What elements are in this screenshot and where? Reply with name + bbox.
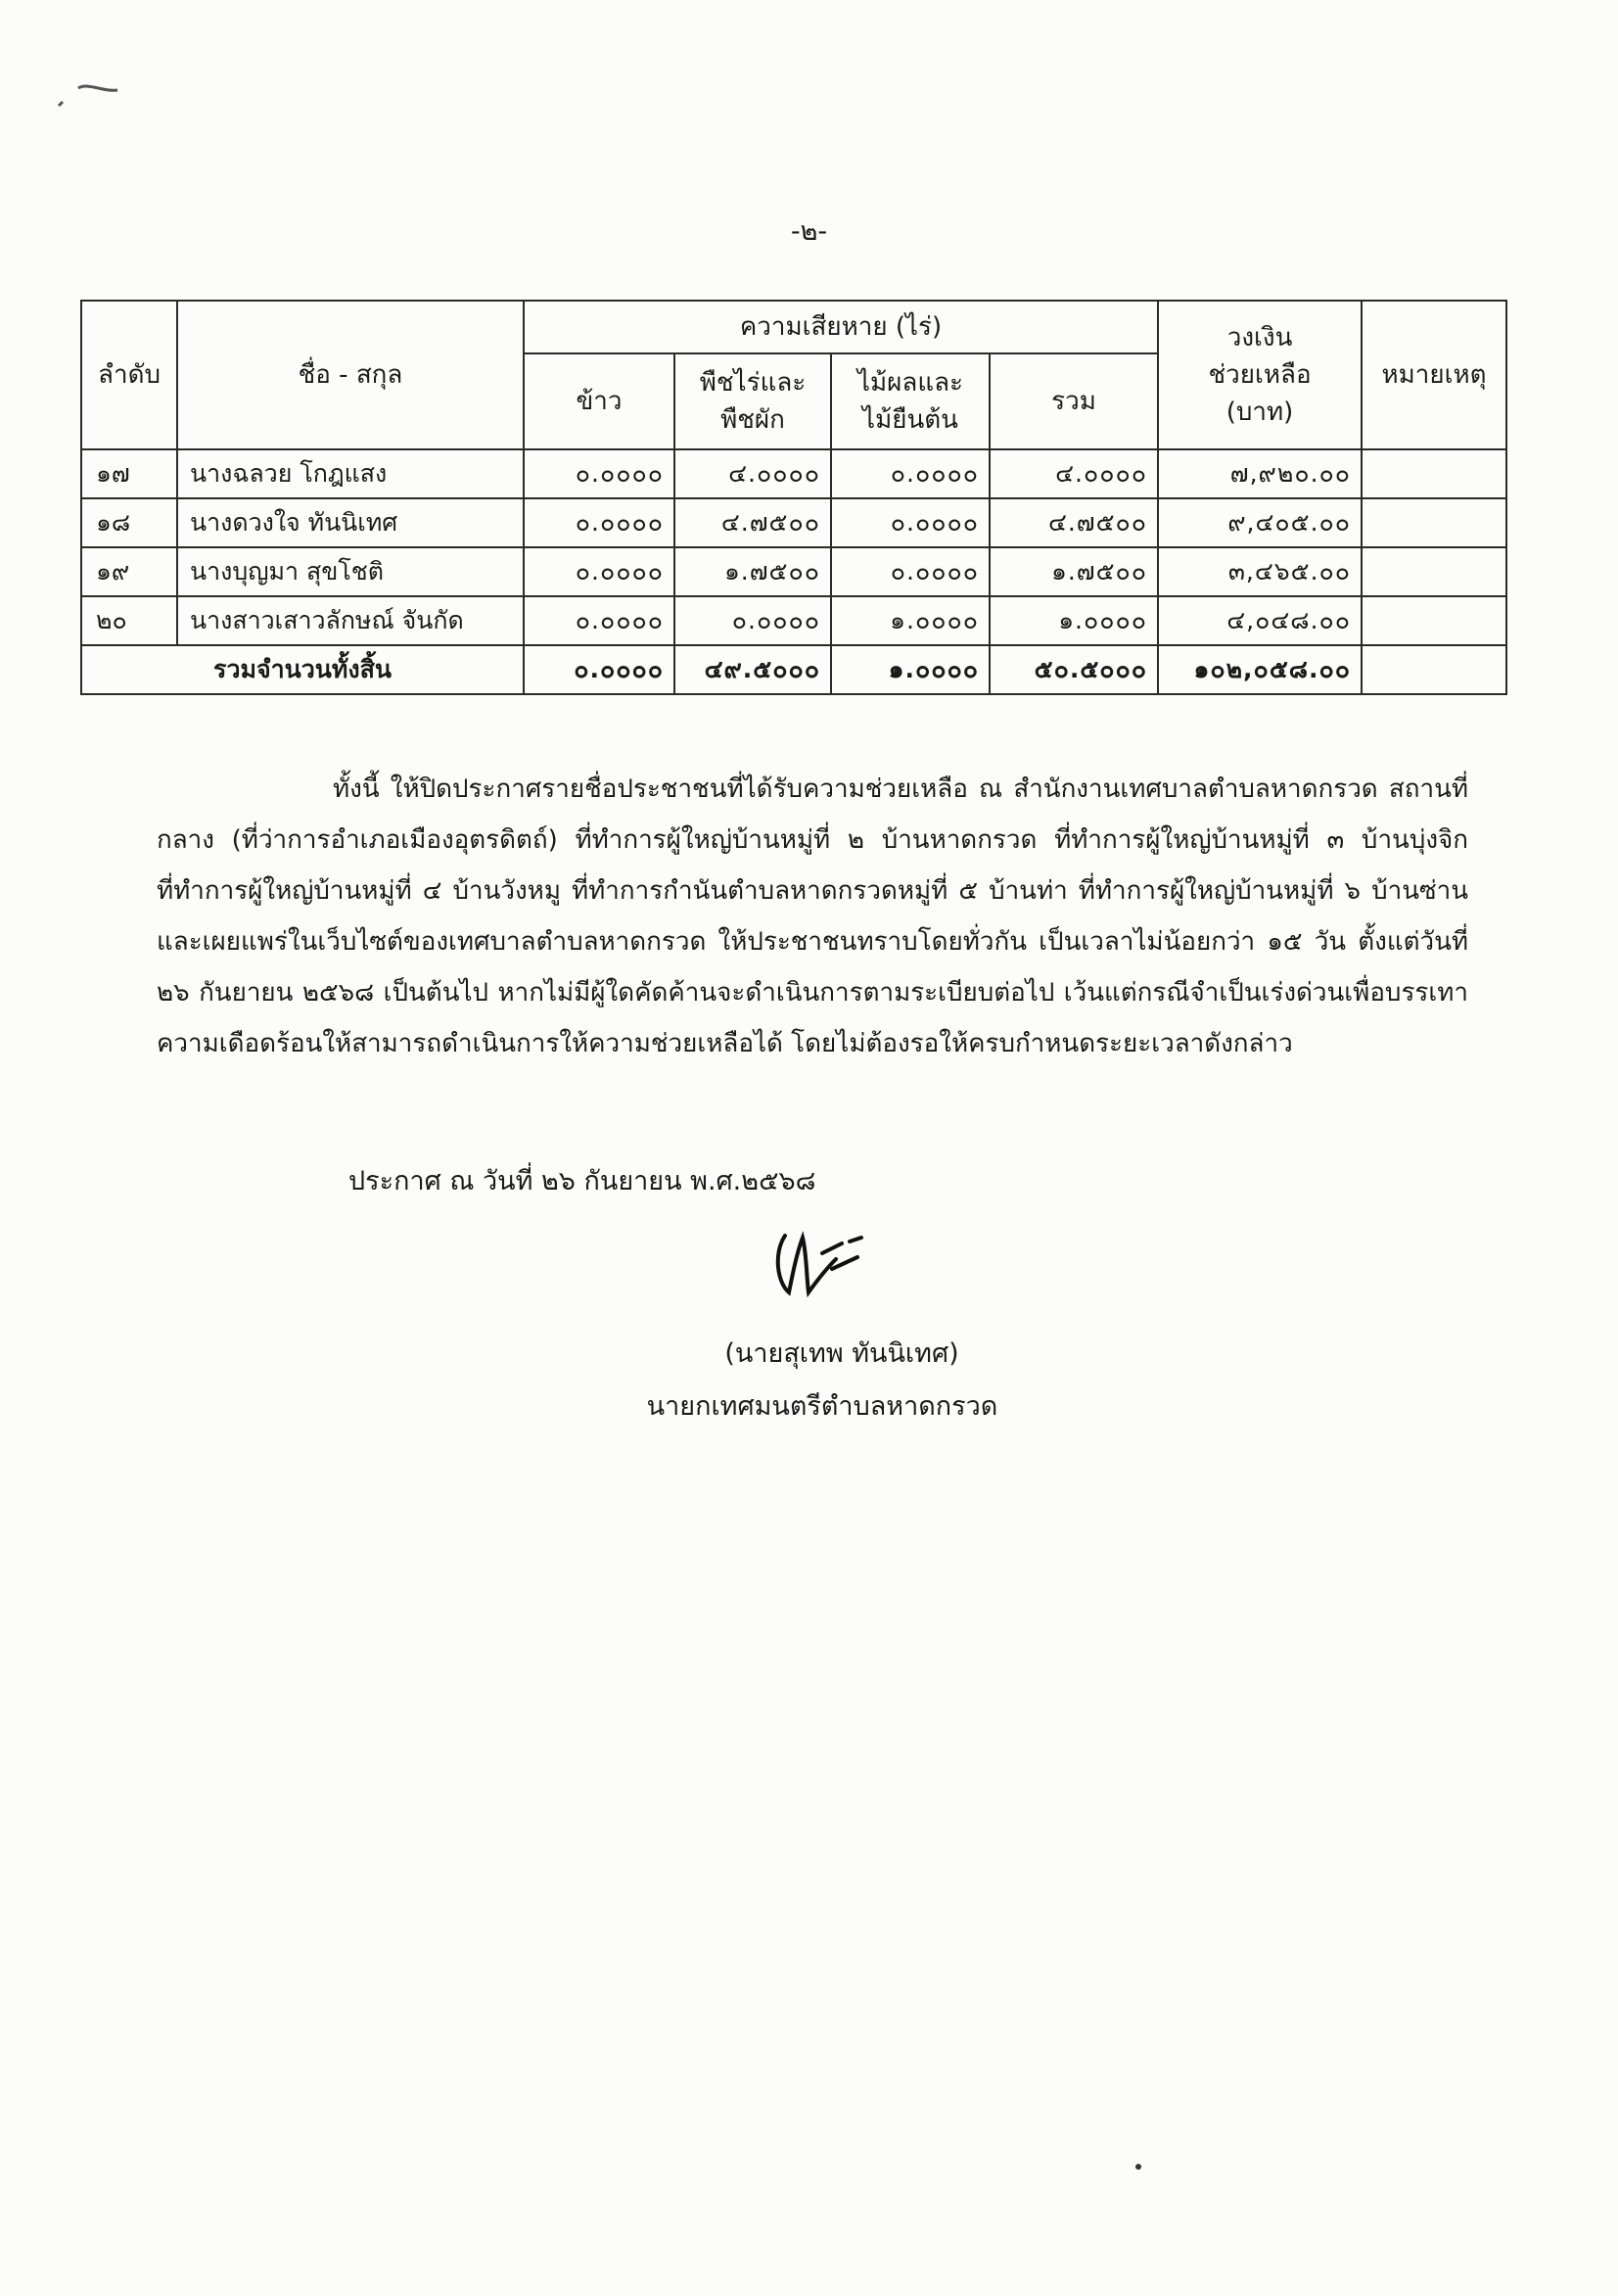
announcement-paragraph: ทั้งนี้ ให้ปิดประกาศรายชื่อประชาชนที่ได้รับความช่วยเหลือ ณ สำนักงานเทศบาลตำบลหาดกรวด สถานที่กลาง (ที่ว่าการอำเภอเมืองอุตรดิตถ์) ที่ทำการผู้ใหญ่บ้านหมู่ที่ ๒ บ้านหาดกรวด ที่ทำการผู้ใหญ่บ้านหมู่ที่ ๓ บ้านบุ่งจิก ที่ทำการผู้ใหญ่บ้านหมู่ที่ ๔ บ้านวังหมู ที่ทำการกำนันตำบลหาดกรวดหมู่ที่ ๕ บ้านท่า ที่ทำการผู้ใหญ่บ้านหมู่ที่ ๖ บ้านซ่าน และเผยแพร่ในเว็บไซต์ของเทศบาลตำบลหาดกรวด ให้ประชาชนทราบโดยทั่วกัน เป็นเวลาไม่น้อยกว่า ๑๕ วัน ตั้งแต่วันที่ ๒๖ กันยายน ๒๕๖๘ เป็นต้นไป หากไม่มีผู้ใดคัดค้านจะดำเนินการตามระเบียบต่อไป เว้นแต่กรณีจำเป็นเร่งด่วนเพื่อบรรเทาความเดือดร้อนให้สามารถดำเนินการให้ความช่วยเหลือได้ โดยไม่ต้องรอให้ครบกำหนดระยะเวลาดังกล่าว — [157, 774, 1468, 1058]
cell-fruit-trees: ๐.๐๐๐๐ — [831, 449, 990, 498]
header-order: ลำดับ — [81, 301, 177, 449]
total-field-crops: ๔๙.๕๐๐๐ — [674, 645, 831, 694]
header-name: ชื่อ - สกุล — [177, 301, 524, 449]
total-label: รวมจำนวนทั้งสิ้น — [81, 645, 524, 694]
header-rice: ข้าว — [524, 353, 674, 449]
table-row — [81, 449, 1506, 498]
cell-order: ๑๗ — [81, 449, 177, 498]
announcement-date: ประกาศ ณ วันที่ ๒๖ กันยายน พ.ศ.๒๕๖๘ — [348, 1166, 816, 1196]
cell-field-crops: ๐.๐๐๐๐ — [674, 596, 831, 645]
cell-rice: ๐.๐๐๐๐ — [524, 596, 674, 645]
cell-sum: ๔.๐๐๐๐ — [990, 449, 1158, 498]
signature-image — [763, 1224, 881, 1302]
header-field-crops: พืชไร่และ พืชผัก — [674, 353, 831, 449]
cell-fruit-trees: ๐.๐๐๐๐ — [831, 547, 990, 596]
cell-field-crops: ๔.๐๐๐๐ — [674, 449, 831, 498]
header-fruit-trees: ไม้ผลและ ไม้ยืนต้น — [831, 353, 990, 449]
header-damage-group: ความเสียหาย (ไร่) — [524, 301, 1158, 353]
damage-table-container — [80, 300, 1505, 695]
header-remark: หมายเหตุ — [1362, 301, 1506, 449]
cell-remark — [1362, 596, 1506, 645]
cell-name: นางบุญมา สุขโชติ — [177, 547, 524, 596]
cell-remark — [1362, 449, 1506, 498]
scan-dot — [1135, 2164, 1141, 2170]
cell-fruit-trees: ๑.๐๐๐๐ — [831, 596, 990, 645]
cell-rice: ๐.๐๐๐๐ — [524, 449, 674, 498]
cell-aid: ๙,๔๐๕.๐๐ — [1158, 498, 1362, 547]
scan-mark — [49, 78, 127, 117]
cell-order: ๒๐ — [81, 596, 177, 645]
cell-name: นางดวงใจ ทันนิเทศ — [177, 498, 524, 547]
header-sum: รวม — [990, 353, 1158, 449]
cell-aid: ๔,๐๔๘.๐๐ — [1158, 596, 1362, 645]
total-sum: ๕๐.๕๐๐๐ — [990, 645, 1158, 694]
cell-rice: ๐.๐๐๐๐ — [524, 547, 674, 596]
cell-name: นางสาวเสาวลักษณ์ จันกัด — [177, 596, 524, 645]
cell-sum: ๑.๐๐๐๐ — [990, 596, 1158, 645]
table-row — [81, 596, 1506, 645]
cell-sum: ๑.๗๕๐๐ — [990, 547, 1158, 596]
table-row — [81, 547, 1506, 596]
announcement-body — [157, 764, 1468, 1069]
cell-fruit-trees: ๐.๐๐๐๐ — [831, 498, 990, 547]
header-aid: วงเงิน ช่วยเหลือ (บาท) — [1158, 301, 1362, 449]
cell-rice: ๐.๐๐๐๐ — [524, 498, 674, 547]
total-aid: ๑๐๒,๐๕๘.๐๐ — [1158, 645, 1362, 694]
cell-field-crops: ๑.๗๕๐๐ — [674, 547, 831, 596]
total-remark — [1362, 645, 1506, 694]
total-rice: ๐.๐๐๐๐ — [524, 645, 674, 694]
cell-field-crops: ๔.๗๕๐๐ — [674, 498, 831, 547]
table-total-row — [81, 645, 1506, 694]
page-number: -๒- — [790, 216, 828, 247]
damage-table — [80, 300, 1507, 695]
cell-order: ๑๙ — [81, 547, 177, 596]
cell-order: ๑๘ — [81, 498, 177, 547]
cell-remark — [1362, 498, 1506, 547]
cell-name: นางฉลวย โกฎแสง — [177, 449, 524, 498]
signer-name: (นายสุเทพ ทันนิเทศ) — [724, 1338, 959, 1369]
cell-aid: ๗,๙๒๐.๐๐ — [1158, 449, 1362, 498]
total-fruit-trees: ๑.๐๐๐๐ — [831, 645, 990, 694]
table-row — [81, 498, 1506, 547]
signer-title: นายกเทศมนตรีตำบลหาดกรวด — [646, 1391, 998, 1422]
cell-sum: ๔.๗๕๐๐ — [990, 498, 1158, 547]
table-header-row — [81, 301, 1506, 353]
cell-remark — [1362, 547, 1506, 596]
cell-aid: ๓,๔๖๕.๐๐ — [1158, 547, 1362, 596]
